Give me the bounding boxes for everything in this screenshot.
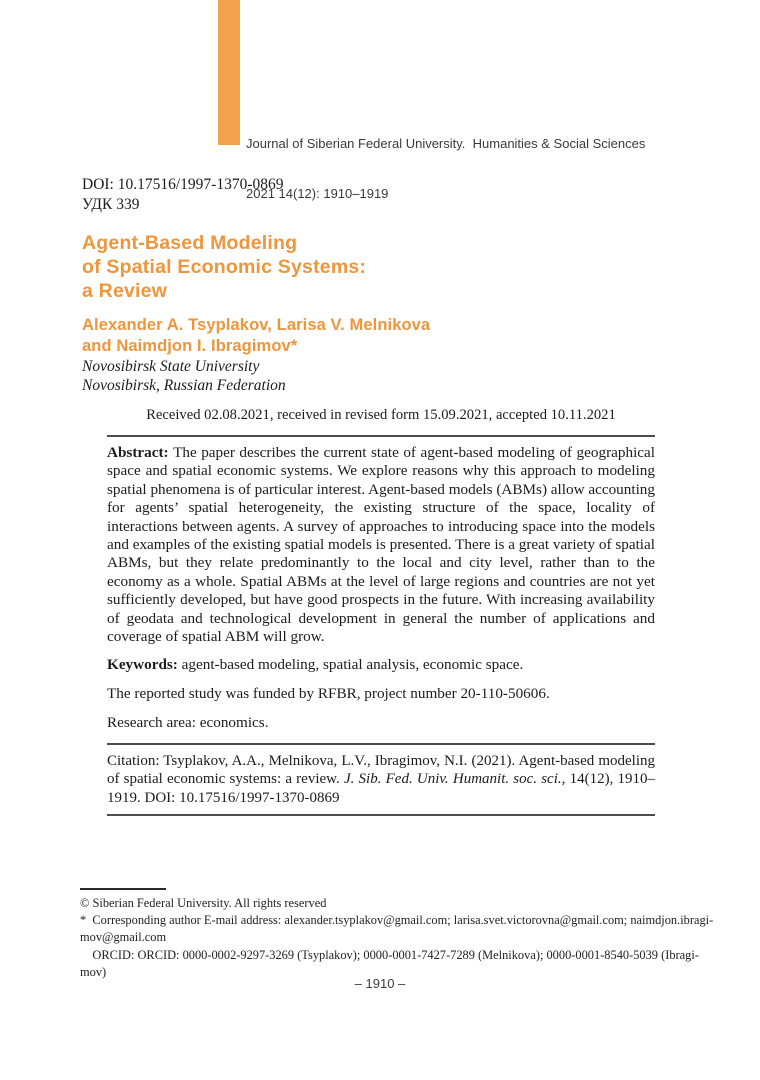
divider (107, 435, 655, 437)
corresponding-author-line-wrap: mov@gmail.com (80, 930, 167, 945)
author-line: and Naimdjon I. Ibragimov* (82, 336, 298, 355)
abstract-paragraph (107, 444, 655, 646)
funding-note: The reported study was funded by RFBR, project number 20-110-50606. (107, 685, 550, 703)
doi-line: DOI: 10.17516/1997-1370-0869 (82, 176, 284, 193)
citation-prefix: Citation: Tsyplakov, A.A., Melnikova, L.V., Ibragimov, N.I. (2021). Agent-based modeling of spatial economic systems: a review. (107, 753, 655, 788)
citation-suffix: 14(12), 1910–1919. DOI: 10.17516/1997-1370-0869 (107, 771, 655, 806)
citation-journal-name: J. Sib. Fed. Univ. Humanit. soc. sci., (343, 771, 566, 788)
footnote-block (80, 888, 714, 981)
citation-paragraph (107, 752, 655, 807)
journal-issue-line: 2021 14(12): 1910–1919 (246, 185, 389, 201)
accent-bar (218, 0, 240, 145)
keywords-label: Keywords: (107, 656, 182, 674)
copyright-line: © Siberian Federal University. All rights reserved (80, 896, 327, 910)
corresponding-author-line: * Corresponding author E-mail address: alexander.tsyplakov@gmail.com; larisa.svet.victorovna@gmail.com; naimdjon.ibragi- (80, 913, 714, 928)
affiliation-line: Novosibirsk State University (82, 358, 260, 375)
abstract-label: Abstract: (107, 444, 174, 461)
abstract-text: The paper describes the current state of agent-based modeling of geographical space and spatial economic systems. We explore reasons why this approach to modeling spatial phenomena is of particular interest. Agent-based models (ABMs) allow accounting for agents’ spatial heterogeneity, the existing structure of the space, locality of interactions between agents. A survey of approaches to introducing space into the models and examples of the existing spatial models is presented. There is a great variety of spatial ABMs, but they relate predominantly to the local and city level, rather than to the economy as a whole. Spatial ABMs at the level of large regions and countries are not yet sufficiently developed, but have good prospects in the future. With increasing availability of geodata and technological development in general the number of applications and coverage of spatial ABM will grow. (107, 444, 655, 646)
divider (107, 743, 655, 745)
received-dates: Received 02.08.2021, received in revised form 15.09.2021, accepted 10.11.2021 (146, 407, 616, 423)
affiliation-line: Novosibirsk, Russian Federation (82, 376, 286, 394)
udk-line: УДК 339 (82, 195, 140, 213)
page-number: – 1910 – (354, 976, 406, 991)
article-title (82, 231, 658, 303)
footnote-divider (80, 888, 166, 890)
author-line: Alexander A. Tsyplakov, Larisa V. Melnikova (82, 316, 431, 334)
author-list (82, 315, 658, 356)
research-area-note: Research area: economics. (107, 713, 269, 731)
identifier-block (82, 175, 658, 214)
title-line: of Spatial Economic Systems: (82, 256, 367, 278)
keywords-text: agent-based modeling, spatial analysis, economic space. (181, 656, 524, 674)
orcid-line-wrap: mov) (80, 964, 107, 979)
keywords-paragraph (107, 656, 655, 675)
divider (107, 814, 655, 816)
affiliation (82, 358, 658, 395)
article-front-matter (82, 175, 658, 816)
orcid-line: ORCID: ORCID: 0000-0002-9297-3269 (Tsyplakov); 0000-0001-7427-7289 (Melnikova); 0000-0001-8540-5039 (Ibragi- (80, 947, 699, 962)
abstract-column (107, 406, 655, 816)
title-line: Agent-Based Modeling (82, 232, 298, 254)
title-line: a Review (82, 280, 168, 302)
journal-title-line: Journal of Siberian Federal University. Humanities & Social Sciences (246, 136, 646, 151)
